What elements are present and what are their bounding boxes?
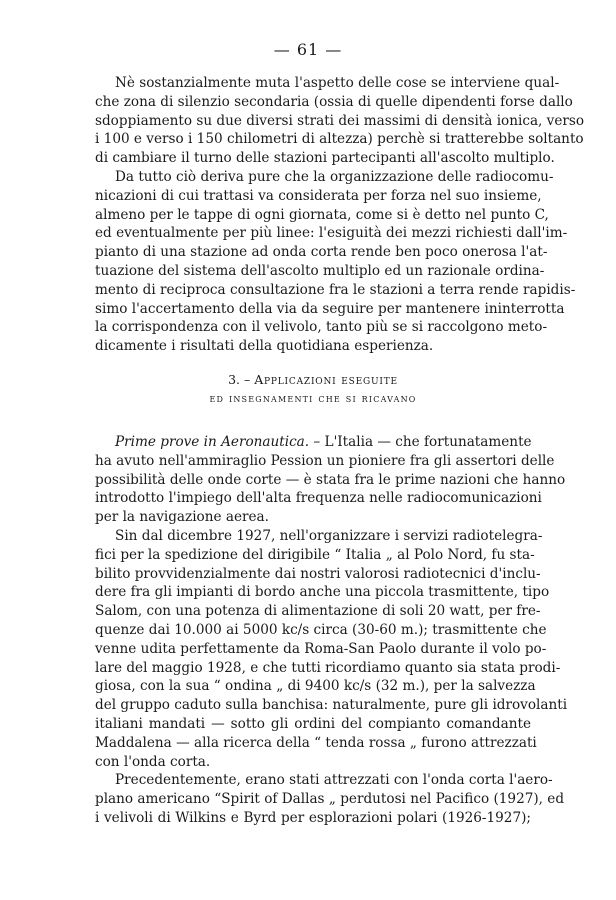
section-title: Applicazioni eseguite [254, 372, 398, 387]
section-heading [95, 371, 531, 407]
text-line: bilito provvidenzialmente dai nostri valorosi radiotecnici d'inclu- [95, 565, 541, 582]
text-line: ed eventualmente per più linee: l'esiguità dei mezzi richiesti dall'im- [95, 225, 568, 242]
text-line: dere fra gli impianti di bordo anche una piccola trasmittente, tipo [95, 584, 550, 601]
text-line: dicamente i risultati della quotidiana esperienza. [95, 338, 434, 355]
text-line [95, 433, 531, 452]
text-line: mento di reciproca consultazione fra le stazioni a terra rende rapidis- [95, 281, 576, 298]
text-line: ha avuto nell'ammiraglio Pession un pioniere fra gli assertori delle [95, 452, 555, 469]
section-number: 3. – [228, 372, 251, 387]
text-fragment: – L'Italia — che fortunatamente [309, 434, 532, 450]
text-line: sdoppiamento su due diversi strati dei massimi di densità ionica, verso [95, 112, 585, 129]
text-line: Salom, con una potenza di alimentazione di soli 20 watt, per fre- [95, 603, 541, 620]
page-number: — 61 — [273, 40, 343, 59]
text-line: almeno per le tappe di ogni giornata, come si è detto nel punto C, [95, 206, 549, 223]
body-text-upper [95, 74, 585, 356]
section-subtitle: ed insegnamenti che si ricavano [209, 391, 417, 405]
text-line: Sin dal dicembre 1927, nell'organizzare i servizi radiotelegra- [115, 527, 543, 544]
text-line: italiani mandati — sotto gli ordini del compianto comandante [95, 715, 531, 732]
text-line: i velivoli di Wilkins e Byrd per esplorazioni polari (1926-1927); [95, 809, 531, 826]
text-line: con l'onda corta. [95, 753, 211, 770]
text-line: quenze dai 10.000 ai 5000 kc/s circa (30-60 m.); trasmittente che [95, 621, 547, 638]
paragraph-lead: Prime prove in Aeronautica. [115, 434, 310, 450]
text-line: Da tutto ciò deriva pure che la organizzazione delle radiocomu- [115, 168, 554, 185]
body-text-lower [95, 433, 568, 828]
text-line: che zona di silenzio secondaria (ossia di quelle dipendenti forse dallo [95, 93, 573, 110]
text-line: plano americano “Spirit of Dallas „ perdutosi nel Pacifico (1927), ed [95, 791, 565, 808]
text-line: i 100 e verso i 150 chilometri di altezza) perchè si tratterebbe soltanto [95, 131, 584, 148]
text-line: Nè sostanzialmente muta l'aspetto delle cose se interviene qual- [115, 75, 560, 91]
text-line: giosa, con la sua “ ondina „ di 9400 kc/s (32 m.), per la salvezza [95, 678, 536, 695]
text-line: venne udita perfettamente da Roma-San Paolo durante il volo po- [95, 640, 547, 657]
section-heading-line-1 [95, 371, 531, 389]
text-line: pianto di una stazione ad onda corta rende ben poco onerosa l'at- [95, 244, 548, 261]
text-line: di cambiare il turno delle stazioni partecipanti all'ascolto multiplo. [95, 150, 555, 167]
text-line: fici per la spedizione del dirigibile “ Italia „ al Polo Nord, fu sta- [95, 546, 535, 563]
text-line: introdotto l'impiego dell'alta frequenza nelle radiocomunicazioni [95, 490, 542, 507]
text-line: nicazioni di cui trattasi va considerata per forza nel suo insieme, [95, 187, 542, 204]
text-line: Maddalena — alla ricerca della “ tenda rossa „ furono attrezzati [95, 734, 537, 751]
text-line: per la navigazione aerea. [95, 509, 269, 526]
text-line: tuazione del sistema dell'ascolto multiplo ed un razionale ordina- [95, 262, 545, 279]
text-line: del gruppo caduto sulla banchisa: naturalmente, pure gli idrovolanti [95, 697, 568, 714]
text-line: Precedentemente, erano stati attrezzati con l'onda corta l'aero- [115, 772, 553, 789]
text-line: simo l'accertamento della via da seguire per mantenere ininterrotta [95, 300, 565, 317]
text-line: la corrispondenza con il velivolo, tanto più se si raccolgono meto- [95, 319, 548, 336]
text-line: possibilità delle onde corte — è stata fra le prime nazioni che hanno [95, 471, 566, 488]
text-line: lare del maggio 1928, e che tutti ricordiamo quanto sia stata prodi- [95, 659, 561, 676]
